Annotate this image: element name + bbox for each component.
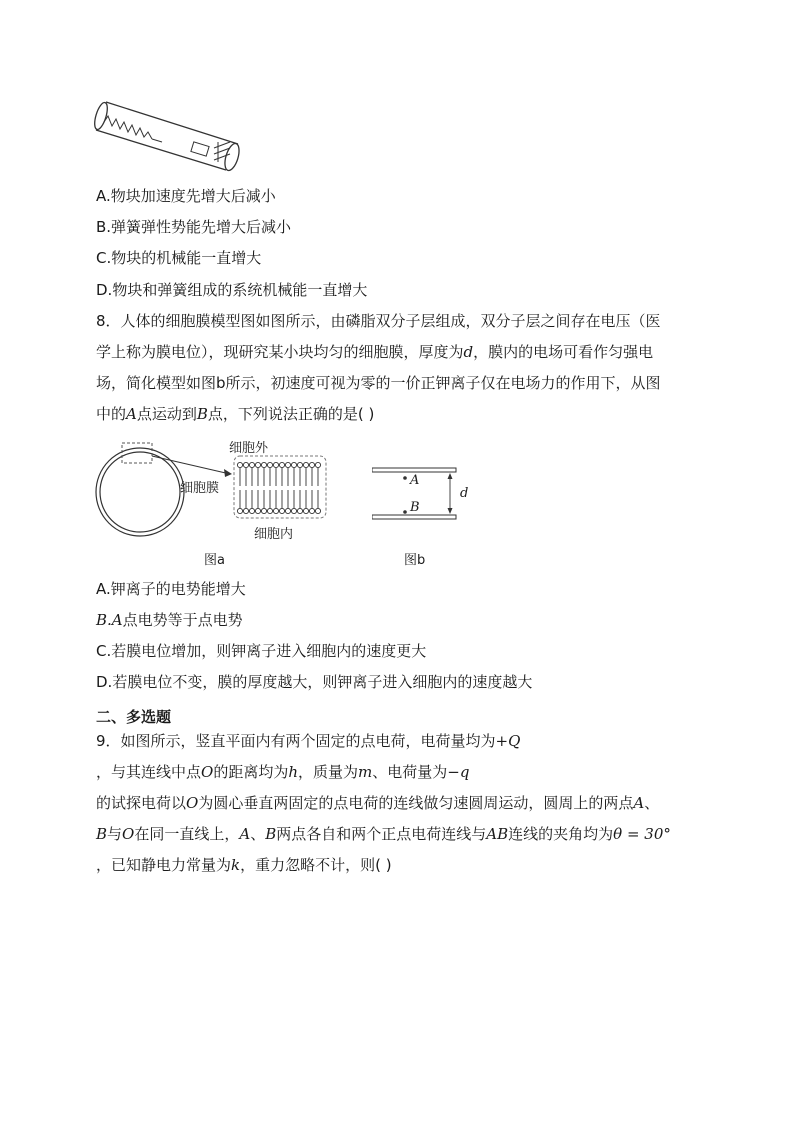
q9-line-3	[96, 793, 659, 813]
q7-option-c: C.物块的机械能一直增大	[96, 249, 262, 267]
q8-line-3	[96, 373, 661, 393]
fig-b-point-b: B	[410, 500, 420, 515]
q9-var: O	[186, 794, 199, 812]
q9-text: ，与其连线中点	[96, 763, 202, 781]
q7-option-a: A.物块加速度先增大后减小	[96, 187, 276, 205]
spring-tube-figure	[92, 92, 252, 172]
q9-text: 的距离均为	[213, 763, 289, 781]
q9-line-2	[96, 762, 469, 782]
q9-text: 两点各自和两个正点电荷连线与	[276, 825, 487, 843]
fig-b-point-a: A	[410, 473, 420, 488]
q8-var-a: A	[126, 405, 137, 423]
fig-a-inside-label: 细胞内	[254, 527, 294, 542]
q9-var-q: +Q	[495, 732, 521, 750]
q8-option-b	[96, 610, 243, 630]
q8-text: 中的	[96, 405, 127, 423]
q8-var-b: B	[196, 405, 208, 423]
q8-line-4	[96, 404, 374, 424]
q9-var: B	[265, 825, 277, 843]
q7-option-d: D.物块和弹簧组成的系统机械能一直增大	[96, 281, 368, 299]
fig-b-distance-d: d	[460, 486, 469, 501]
q8-text: 8．人体的细胞膜模型图如图所示，由磷脂双分子层组成，双分子层之间存在电压（医	[96, 312, 661, 330]
q9-var: A	[633, 794, 645, 812]
fig-a-membrane-label: 细胞膜	[180, 481, 220, 496]
q9-text: ，已知静电力常量为	[96, 856, 232, 874]
q9-text: 与	[107, 825, 123, 843]
q9-var: O	[201, 763, 214, 781]
q9-text: ，重力忽略不计，则( )	[240, 856, 392, 874]
q8-option-a: A.钾离子的电势能增大	[96, 580, 246, 598]
q9-line-1	[96, 731, 520, 751]
q8-line-2	[96, 342, 653, 362]
q8-text: 点，下列说法正确的是( )	[207, 405, 375, 423]
q8-var-d: d	[463, 343, 474, 361]
fig-a-outside-label: 细胞外	[229, 441, 269, 456]
q9-line-4	[96, 824, 671, 844]
q9-var: AB	[486, 825, 509, 843]
q8-line-1	[96, 311, 661, 331]
q9-var: m	[358, 763, 373, 781]
q8-option-b-text: 点电势等于点电势	[122, 611, 243, 629]
q8-text: ，膜内的电场可看作匀强电	[473, 343, 654, 361]
q8-option-d: D.若膜电位不变，膜的厚度越大，则钾离子进入细胞内的速度越大	[96, 673, 533, 691]
q9-text: 9．如图所示，竖直平面内有两个固定的点电荷，电荷量均为	[96, 732, 496, 750]
q8-option-b-var: B.A	[96, 611, 123, 629]
section-heading: 二、多选题	[96, 708, 172, 726]
q8-text: 点运动到	[136, 405, 197, 423]
q9-text: 的试探电荷以	[96, 794, 187, 812]
q9-text: 在同一直线上，	[134, 825, 240, 843]
q8-text: 场，简化模型如图b所示，初速度可视为零的一价正钾离子仅在电场力的作用下，从图	[96, 374, 661, 392]
q9-text: 连线的夹角均为	[508, 825, 614, 843]
q9-line-5	[96, 855, 392, 875]
q9-var: −q	[447, 763, 470, 781]
q9-var: B	[96, 825, 108, 843]
q8-text: 学上称为膜电位），现研究某小块均匀的细胞膜，厚度为	[96, 343, 464, 361]
fig-b-caption: 图b	[404, 553, 426, 568]
q9-text: 、	[644, 794, 660, 812]
q7-option-b: B.弹簧弹性势能先增大后减小	[96, 218, 292, 236]
fig-a-caption: 图a	[204, 553, 225, 568]
q9-text: 、	[250, 825, 266, 843]
q9-var: k	[231, 856, 241, 874]
q8-option-c: C.若膜电位增加，则钾离子进入细胞内的速度更大	[96, 642, 427, 660]
q9-var: O	[122, 825, 135, 843]
q9-text: ，质量为	[298, 763, 359, 781]
q9-text: 、电荷量为	[372, 763, 448, 781]
q9-var: h	[288, 763, 299, 781]
q9-var-theta: θ = 30°	[613, 825, 671, 843]
q9-var: A	[239, 825, 251, 843]
q9-text: 为圆心垂直两固定的点电荷的连线做匀速圆周运动，圆周上的两点	[198, 794, 634, 812]
